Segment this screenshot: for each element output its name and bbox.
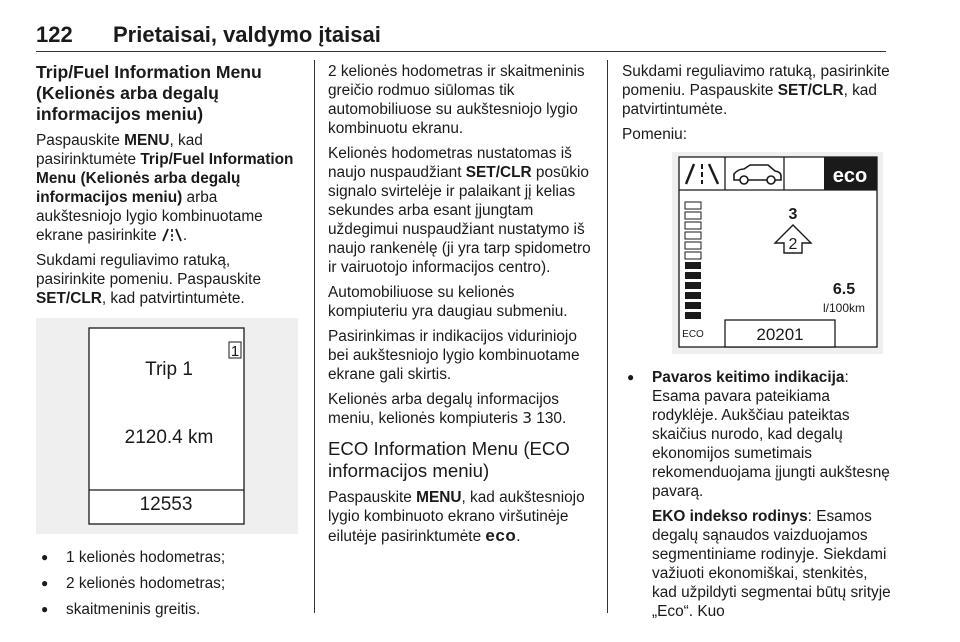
trip-distance: 2120.4 km xyxy=(124,427,214,448)
text: Paspauskite xyxy=(36,132,125,149)
text: Sukdami reguliavimo ratuką, pasirinkite pomeniu. Paspauskite xyxy=(622,63,890,99)
text: Paspauskite xyxy=(328,489,417,506)
col3-paragraph-1 xyxy=(622,62,894,119)
page-header xyxy=(36,22,886,52)
list-item: ● 2 kelionės hodometras; xyxy=(36,574,298,593)
running-title: Prietaisai, valdymo įtaisai xyxy=(113,22,381,47)
col2-paragraph-2 xyxy=(328,144,594,277)
current-gear: 2 xyxy=(788,236,798,253)
text: , kad aukštesniojo lygio kombinuoto ekrano viršutinėje eilutėje pasirinktumėte xyxy=(328,489,585,545)
eco-index-label: ECO xyxy=(682,329,704,340)
trip-fuel-heading: Trip/Fuel Information Menu (Kelionės arba degalų informacijos meniu) xyxy=(36,62,262,124)
fuel-consumption: 6.5 xyxy=(832,281,856,298)
trip-corner-number: 1 xyxy=(230,343,240,360)
menu-key: MENU xyxy=(124,132,170,149)
text: : Esama pavara pateikiama rodyklėje. Aukščiau pateiktas skaičius nurodo, kad degalų ekonomijos sumetimais rekomenduojama įjungti aukštesnę pavarą. xyxy=(652,369,890,500)
text: , kad patvirtintumėte. xyxy=(622,82,877,118)
col2-paragraph-5 xyxy=(328,390,594,428)
col2-paragraph-6 xyxy=(328,488,594,546)
trip-bullet-list xyxy=(36,548,298,619)
text: : Esamos degalų sąnaudos vaizduojamos segmentiniame rodinyje. Siekdami važiuoti ekonomiškai, stenkitės, kad užpildyti segmentai būtų srityje „Eco“. Kuo xyxy=(652,508,891,620)
bullet-subparagraph xyxy=(652,507,894,621)
column-3 xyxy=(622,62,894,628)
text: posūkio signalo svirtelėje ir palaikant jį kelias sekundes arba esant įjungtam uždegimui nuspaudžiant nustatymo iš naujo rankenėlę (ji yra tarp spidometro ir vairuotojo informacijos centro). xyxy=(328,164,591,276)
column-divider-2 xyxy=(607,60,608,613)
set-clr-key: SET/CLR xyxy=(36,290,102,307)
bullet-term: EKO indekso rodinys xyxy=(652,508,808,525)
page-reference: 130. xyxy=(531,410,567,427)
eco-bullet-list xyxy=(622,368,894,621)
text: Sukdami reguliavimo ratuką, pasirinkite pomeniu. Paspauskite xyxy=(36,252,261,288)
trip-odometer: 12553 xyxy=(139,494,193,515)
header-rule xyxy=(36,51,886,52)
trip-display-figure xyxy=(36,318,298,534)
list-item: ● skaitmeninis greitis. xyxy=(36,600,298,619)
eco-menu-heading: ECO Information Menu (ECO informacijos meniu) xyxy=(328,438,570,481)
text: , kad patvirtintumėte. xyxy=(101,290,245,307)
text: Kelionės arba degalų informacijos meniu, kelionės kompiuteris xyxy=(328,391,559,427)
text: . xyxy=(516,528,521,545)
eco-display-figure xyxy=(672,152,883,354)
page-number: 122 xyxy=(36,22,73,47)
col2-paragraph-1: 2 kelionės hodometras ir skaitmeninis greičio rodmuo siūlomas tik automobiliuose su aukštesniojo lygio kombinuotu ekranu. xyxy=(328,63,585,137)
text: arba aukštesniojo lygio kombinuotame ekrane pasirinkite xyxy=(36,189,263,244)
text: . xyxy=(182,227,188,244)
eco-odometer: 20201 xyxy=(756,325,804,344)
trip-label: Trip 1 xyxy=(145,359,193,380)
bullet-term: Pavaros keitimo indikacija xyxy=(652,369,845,386)
eco-icon: eco xyxy=(485,526,517,545)
text: Kelionės hodometras nustatomas iš naujo nuspaudžiant xyxy=(328,145,572,181)
col1-paragraph-1 xyxy=(36,131,298,245)
set-clr-key: SET/CLR xyxy=(465,164,532,181)
col1-paragraph-2 xyxy=(36,251,298,308)
column-1 xyxy=(36,62,298,626)
page-ref-arrow-icon: 3 xyxy=(522,409,532,427)
col2-paragraph-3: Automobiliuose su kelionės kompiuteriu yra daugiau submeniu. xyxy=(328,284,568,320)
consumption-unit: l/100km xyxy=(822,301,866,315)
trip-display-illustration xyxy=(36,318,298,534)
col2-paragraph-4: Pasirinkimas ir indikacijos vidurinioјо bei aukštesniojo lygio kombinuotame ekrane gali skirtis. xyxy=(328,328,580,383)
text: , kad pasirinktumėte xyxy=(36,132,203,168)
set-clr-key: SET/CLR xyxy=(777,82,844,99)
list-item: ● 1 kelionės hodometras; xyxy=(36,548,298,567)
menu-name: Trip/Fuel Information Menu (Kelionės arba degalų informacijos meniu) xyxy=(36,151,294,206)
menu-key: MENU xyxy=(416,489,462,506)
eco-display-illustration xyxy=(672,152,883,354)
eco-tab-label: eco xyxy=(832,165,868,187)
recommended-gear: 3 xyxy=(788,206,798,223)
col3-paragraph-2: Pomeniu: xyxy=(622,126,688,143)
column-2 xyxy=(328,62,594,552)
list-item xyxy=(622,368,894,621)
column-divider-1 xyxy=(314,60,315,613)
trip-road-icon xyxy=(161,228,183,242)
